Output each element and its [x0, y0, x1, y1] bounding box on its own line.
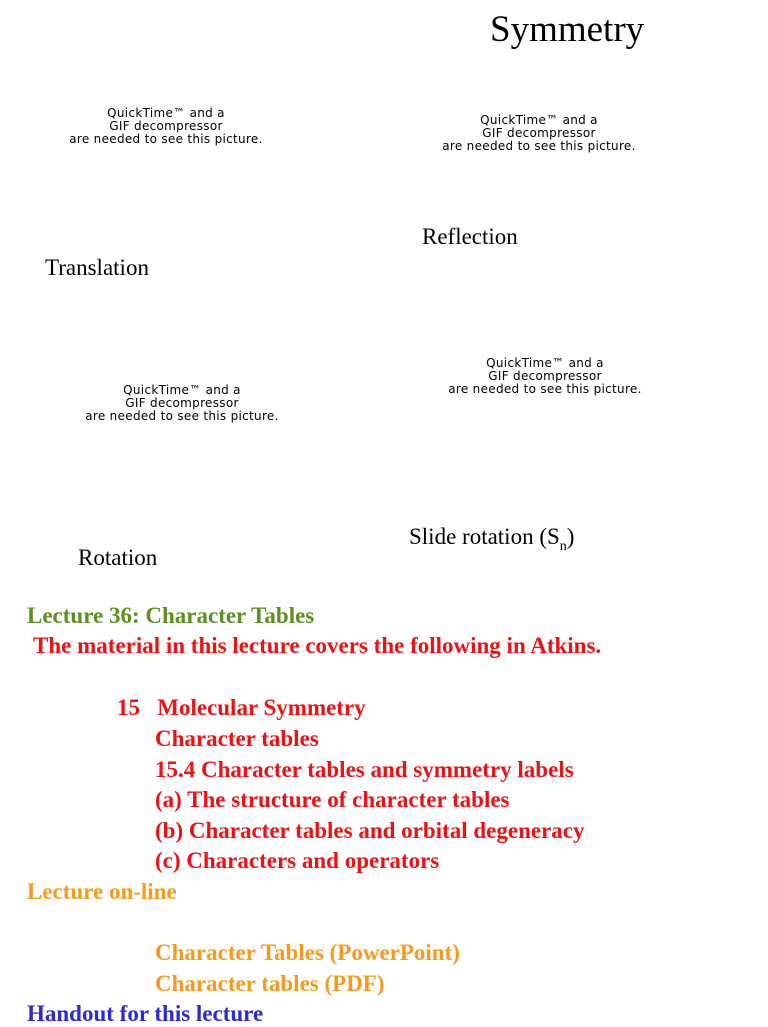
topic-item-c: (c) Characters and operators	[155, 848, 440, 873]
rotation-label: Rotation	[78, 545, 158, 570]
placeholder-line: QuickTime™ and a	[107, 106, 225, 120]
placeholder-line: are needed to see this picture.	[69, 132, 263, 146]
slide-rotation-close: )	[566, 524, 575, 549]
powerpoint-link[interactable]: Character Tables (PowerPoint)	[155, 940, 460, 965]
topic-character-tables: Character tables	[155, 726, 319, 751]
quicktime-placeholder-slide-rotation	[415, 357, 675, 396]
placeholder-line: QuickTime™ and a	[123, 383, 241, 397]
placeholder-line: QuickTime™ and a	[486, 356, 604, 370]
quicktime-placeholder-rotation	[52, 384, 312, 423]
topic-chapter-15: 15 Molecular Symmetry	[117, 695, 366, 720]
handout-link[interactable]: Handout for this lecture	[27, 1001, 264, 1026]
placeholder-line: GIF decompressor	[109, 119, 223, 133]
placeholder-line: GIF decompressor	[482, 126, 596, 140]
lecture-online-heading: Lecture on-line	[27, 879, 177, 904]
slide-rotation-subscript: n	[559, 539, 567, 554]
page-title: Symmetry	[490, 9, 645, 50]
quicktime-placeholder-translation	[36, 107, 296, 146]
coverage-statement: The material in this lecture covers the following in Atkins.	[33, 633, 602, 658]
topic-item-b: (b) Character tables and orbital degeneracy	[155, 818, 585, 843]
topic-item-a: (a) The structure of character tables	[155, 787, 510, 812]
placeholder-line: QuickTime™ and a	[480, 113, 598, 127]
placeholder-line: are needed to see this picture.	[448, 382, 642, 396]
placeholder-line: are needed to see this picture.	[442, 139, 636, 153]
reflection-label: Reflection	[422, 224, 518, 249]
placeholder-line: are needed to see this picture.	[85, 409, 279, 423]
quicktime-placeholder-reflection	[409, 114, 669, 153]
slide-rotation-label	[409, 524, 574, 555]
placeholder-line: GIF decompressor	[125, 396, 239, 410]
translation-label: Translation	[45, 255, 149, 280]
lecture-title: Lecture 36: Character Tables	[27, 603, 315, 628]
topic-section-15-4: 15.4 Character tables and symmetry labels	[155, 757, 574, 782]
slide-rotation-text: Slide rotation (S	[409, 524, 560, 549]
pdf-link[interactable]: Character tables (PDF)	[155, 971, 385, 996]
placeholder-line: GIF decompressor	[488, 369, 602, 383]
